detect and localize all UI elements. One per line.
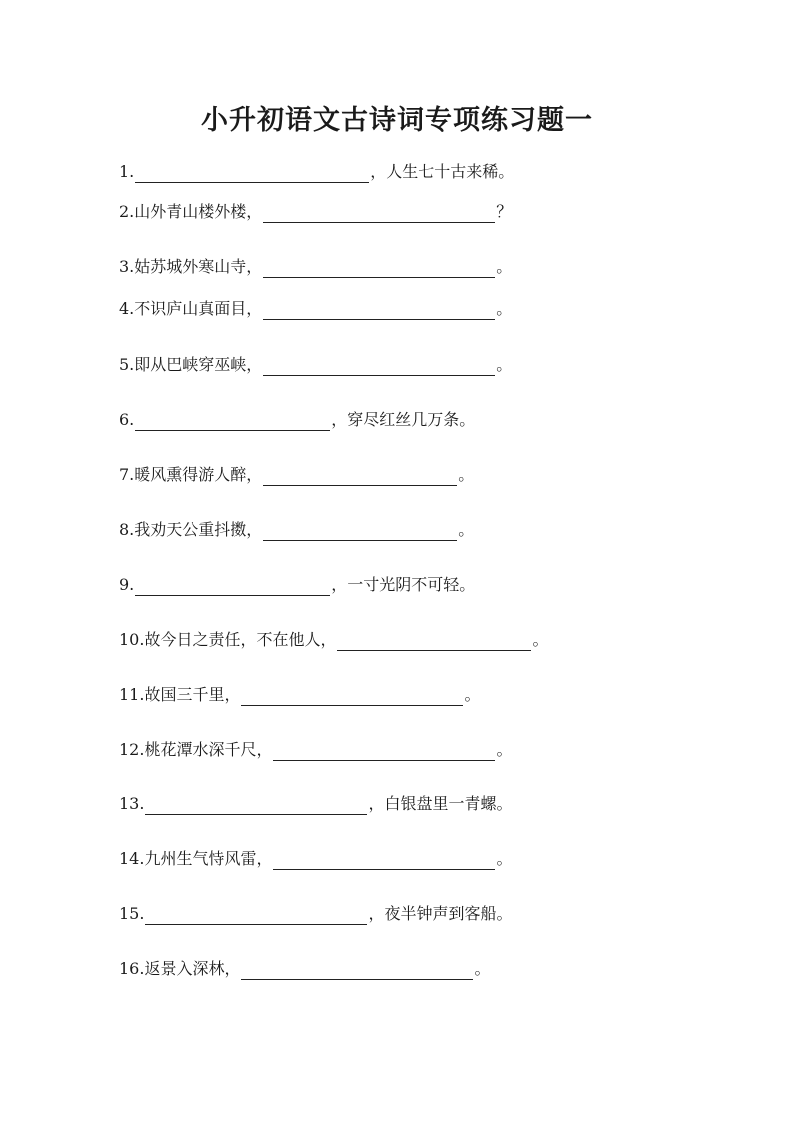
question-prompt: 故国三千里， (144, 685, 241, 704)
question-prompt-end: ，白银盘里一青螺。 (368, 794, 513, 813)
question-8 (119, 519, 474, 541)
answer-blank[interactable] (263, 301, 495, 320)
question-prompt: 暖风熏得游人醉， (134, 465, 263, 484)
question-prompt-end: 。 (474, 959, 491, 978)
question-number: 3. (119, 257, 135, 276)
question-3 (119, 256, 512, 278)
question-15 (119, 903, 512, 925)
question-prompt-end: 。 (496, 849, 513, 868)
question-5 (119, 354, 512, 376)
question-prompt-end: 。 (532, 630, 549, 649)
question-prompt: 不识庐山真面目， (134, 299, 263, 318)
question-number: 16. (119, 959, 145, 978)
question-prompt: 我劝天公重抖擞， (134, 520, 263, 539)
question-number: 8. (119, 520, 135, 539)
question-prompt: 故今日之责任，不在他人， (144, 630, 337, 649)
question-prompt-end: ？ (496, 202, 513, 221)
question-prompt-end: ，夜半钟声到客船。 (368, 904, 513, 923)
answer-blank[interactable] (273, 851, 495, 870)
answer-blank[interactable] (135, 164, 369, 183)
question-prompt-end: 。 (496, 257, 513, 276)
question-10 (119, 629, 548, 651)
answer-blank[interactable] (145, 796, 367, 815)
page-title: 小升初语文古诗词专项练习题一 (201, 105, 593, 136)
question-number: 15. (119, 904, 145, 923)
question-number: 7. (119, 465, 135, 484)
answer-blank[interactable] (337, 632, 531, 651)
question-number: 1. (119, 162, 135, 181)
question-number: 13. (119, 794, 145, 813)
answer-blank[interactable] (263, 357, 495, 376)
answer-blank[interactable] (263, 259, 495, 278)
question-prompt-end: ，一寸光阴不可轻。 (331, 575, 476, 594)
question-number: 14. (119, 849, 145, 868)
answer-blank[interactable] (263, 522, 457, 541)
question-prompt: 桃花潭水深千尺， (144, 740, 273, 759)
question-prompt-end: 。 (496, 740, 513, 759)
question-number: 11. (119, 685, 145, 704)
question-prompt: 九州生气恃风雷， (144, 849, 273, 868)
question-number: 12. (119, 740, 145, 759)
question-number: 9. (119, 575, 135, 594)
answer-blank[interactable] (145, 906, 367, 925)
question-11 (119, 684, 480, 706)
answer-blank[interactable] (241, 961, 473, 980)
question-2 (119, 201, 512, 223)
answer-blank[interactable] (263, 467, 457, 486)
question-prompt-end: 。 (496, 355, 513, 374)
answer-blank[interactable] (241, 687, 463, 706)
question-prompt-end: ，人生七十古来稀。 (370, 162, 515, 181)
question-prompt-end: ，穿尽红丝几万条。 (331, 410, 476, 429)
question-12 (119, 739, 512, 761)
question-prompt-end: 。 (496, 299, 513, 318)
answer-blank[interactable] (135, 412, 330, 431)
answer-blank[interactable] (273, 742, 495, 761)
question-16 (119, 958, 490, 980)
question-prompt: 姑苏城外寒山寺， (134, 257, 263, 276)
answer-blank[interactable] (263, 204, 495, 223)
question-6 (119, 409, 475, 431)
question-prompt-end: 。 (458, 465, 475, 484)
answer-blank[interactable] (135, 577, 330, 596)
question-13 (119, 793, 512, 815)
question-14 (119, 848, 512, 870)
question-prompt: 返景入深林， (144, 959, 241, 978)
question-number: 6. (119, 410, 135, 429)
question-prompt: 即从巴峡穿巫峡， (134, 355, 263, 374)
question-prompt: 山外青山楼外楼， (134, 202, 263, 221)
question-number: 10. (119, 630, 145, 649)
question-9 (119, 574, 475, 596)
question-prompt-end: 。 (464, 685, 481, 704)
question-number: 4. (119, 299, 135, 318)
question-number: 2. (119, 202, 135, 221)
question-1 (119, 161, 514, 183)
question-7 (119, 464, 474, 486)
question-prompt-end: 。 (458, 520, 475, 539)
question-number: 5. (119, 355, 135, 374)
question-4 (119, 298, 512, 320)
